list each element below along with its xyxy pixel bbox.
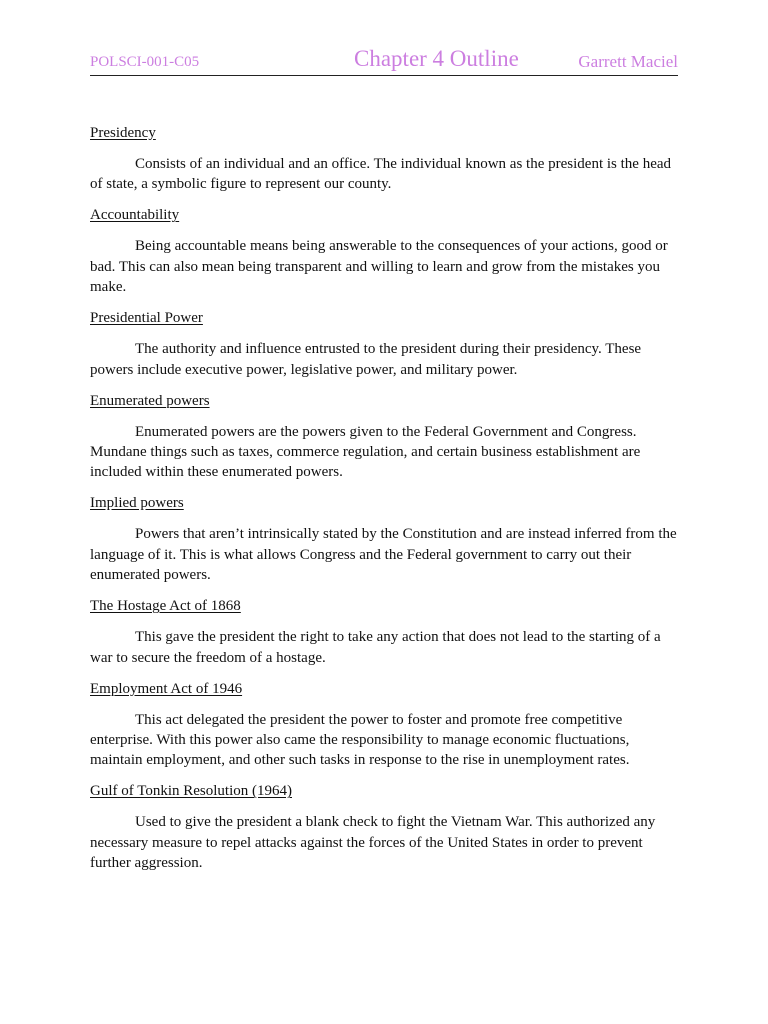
course-code: POLSCI-001-C05: [90, 54, 200, 70]
section-body: Being accountable means being answerable to the consequences of your actions, good or bad. This can also mean being transparent and willing to learn and grow from the mistakes you make.: [90, 238, 668, 296]
section-body: Used to give the president a blank check to fight the Vietnam War. This authorized any necessary measure to repel attacks against the forces of the United States in order to prevent further aggression.: [90, 814, 656, 872]
document-title: Chapter 4 Outline: [354, 46, 519, 71]
section-heading: Accountability: [90, 207, 180, 224]
outline-content: [90, 123, 678, 884]
section-body: This act delegated the president the power to foster and promote free competitive enterprise. With this power also came the responsibility to manage economic fluctuations, maintain employment, and other such tasks in response to the rise in unemployment rates.: [90, 711, 630, 769]
section-enumerated-powers: [90, 391, 678, 483]
section-presidency: [90, 123, 678, 195]
section-presidential-power: [90, 308, 678, 380]
page-header: [90, 44, 678, 76]
section-body: This gave the president the right to take any action that does not lead to the starting of a war to secure the freedom of a hostage.: [90, 629, 661, 666]
section-heading: The Hostage Act of 1868: [90, 598, 241, 615]
section-body: Consists of an individual and an office. The individual known as the president is the head of state, a symbolic figure to represent our county.: [90, 156, 672, 193]
section-gulf-of-tonkin: [90, 781, 678, 873]
section-body: Enumerated powers are the powers given to the Federal Government and Congress. Mundane things such as taxes, commerce regulation, and certain business establishment are included within these enumerated powers.: [90, 423, 641, 481]
section-employment-act: [90, 679, 678, 771]
section-heading: Implied powers: [90, 495, 184, 512]
section-heading: Presidential Power: [90, 310, 203, 327]
section-heading: Presidency: [90, 125, 156, 141]
section-heading: Employment Act of 1946: [90, 680, 243, 697]
section-heading: Enumerated powers: [90, 392, 210, 409]
section-accountability: [90, 205, 678, 297]
section-hostage-act: [90, 596, 678, 668]
section-body: The authority and influence entrusted to the president during their presidency. These powers include executive power, legislative power, and military power.: [90, 341, 642, 378]
section-body: Powers that aren’t intrinsically stated by the Constitution and are instead inferred from the language of it. This is what allows Congress and the Federal government to carry out their enumerated powers.: [90, 526, 677, 584]
section-heading: Gulf of Tonkin Resolution (1964): [90, 783, 292, 800]
section-implied-powers: [90, 493, 678, 585]
author-name: Garrett Maciel: [578, 52, 678, 71]
